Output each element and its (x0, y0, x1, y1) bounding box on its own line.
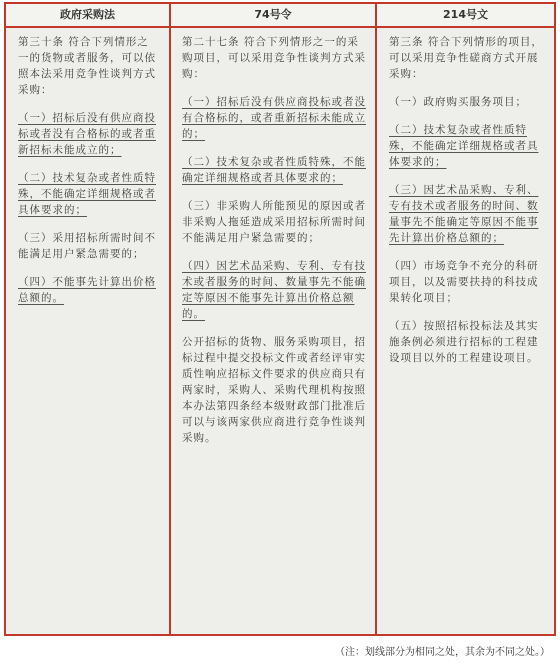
clause-text: 第三十条 符合下列情形之一的货物或者服务，可以依照本法采用竞争性谈判方式采购： (18, 36, 156, 96)
clause-item: （二）技术复杂或者性质特殊，不能确定详细规格或者具体要求的； (18, 172, 156, 216)
footnote: （注：划线部分为相同之处，其余为不同之处。） (335, 647, 550, 658)
header-doc-214: 214号文 (377, 4, 554, 26)
clause-item: （三）采用招标所需时间不能满足用户紧急需要的； (18, 232, 156, 260)
column-doc-214 (389, 34, 546, 378)
clause-item: （四）市场竞争不充分的科研项目，以及需要扶持的科技成果转化项目； (389, 260, 539, 304)
clause-item: （四）因艺术品采购、专利、专有技术或者服务的时间、数量事先不能确定等原因不能事先计算出价格总额的。 (182, 260, 366, 320)
clause-text: 第三条 符合下列情形的项目，可以采用竞争性磋商方式开展采购： (389, 36, 543, 80)
clause-text: 第二十七条 符合下列情形之一的采购项目，可以采用竞争性谈判方式采购： (182, 36, 366, 80)
clause-item: （五）按照招标投标法及其实施条例必须进行招标的工程建设项目以外的工程建设项目。 (389, 320, 539, 364)
clause-item: （一）招标后没有供应商投标或者没有合格标的，或者重新招标未能成立的； (182, 96, 366, 140)
clause-item: 公开招标的货物、服务采购项目，招标过程中提交投标文件或者经评审实质性响应招标文件要求的供应商只有两家时，采购人、采购代理机构按照本办法第四条经本级财政部门批准后可以与该两家供应商进行竞争性谈判采购。 (182, 336, 366, 444)
clause-item: （一）政府购买服务项目； (389, 96, 527, 108)
header-procurement-law: 政府采购法 (6, 4, 169, 26)
column-divider (375, 4, 377, 634)
column-order-74 (182, 34, 366, 458)
clause-item: （二）技术复杂或者性质特殊，不能确定详细规格或者具体要求的； (182, 156, 366, 184)
header-divider (6, 26, 554, 28)
clause-item: （三）非采购人所能预见的原因或者非采购人拖延造成采用招标所需时间不能满足用户紧急需要的； (182, 200, 366, 244)
clause-item: （二）技术复杂或者性质特殊，不能确定详细规格或者具体要求的； (389, 124, 539, 168)
column-divider (169, 4, 171, 634)
comparison-table (4, 2, 556, 636)
clause-item: （一）招标后没有供应商投标或者没有合格标的或者重新招标未能成立的； (18, 112, 156, 156)
column-procurement-law (18, 34, 158, 318)
clause-item: （四）不能事先计算出价格总额的。 (18, 276, 156, 304)
clause-item: （三）因艺术品采购、专利、专有技术或者服务的时间、数量事先不能确定等原因不能事先计算出价格总额的； (389, 184, 539, 244)
header-order-74: 74号令 (171, 4, 375, 26)
